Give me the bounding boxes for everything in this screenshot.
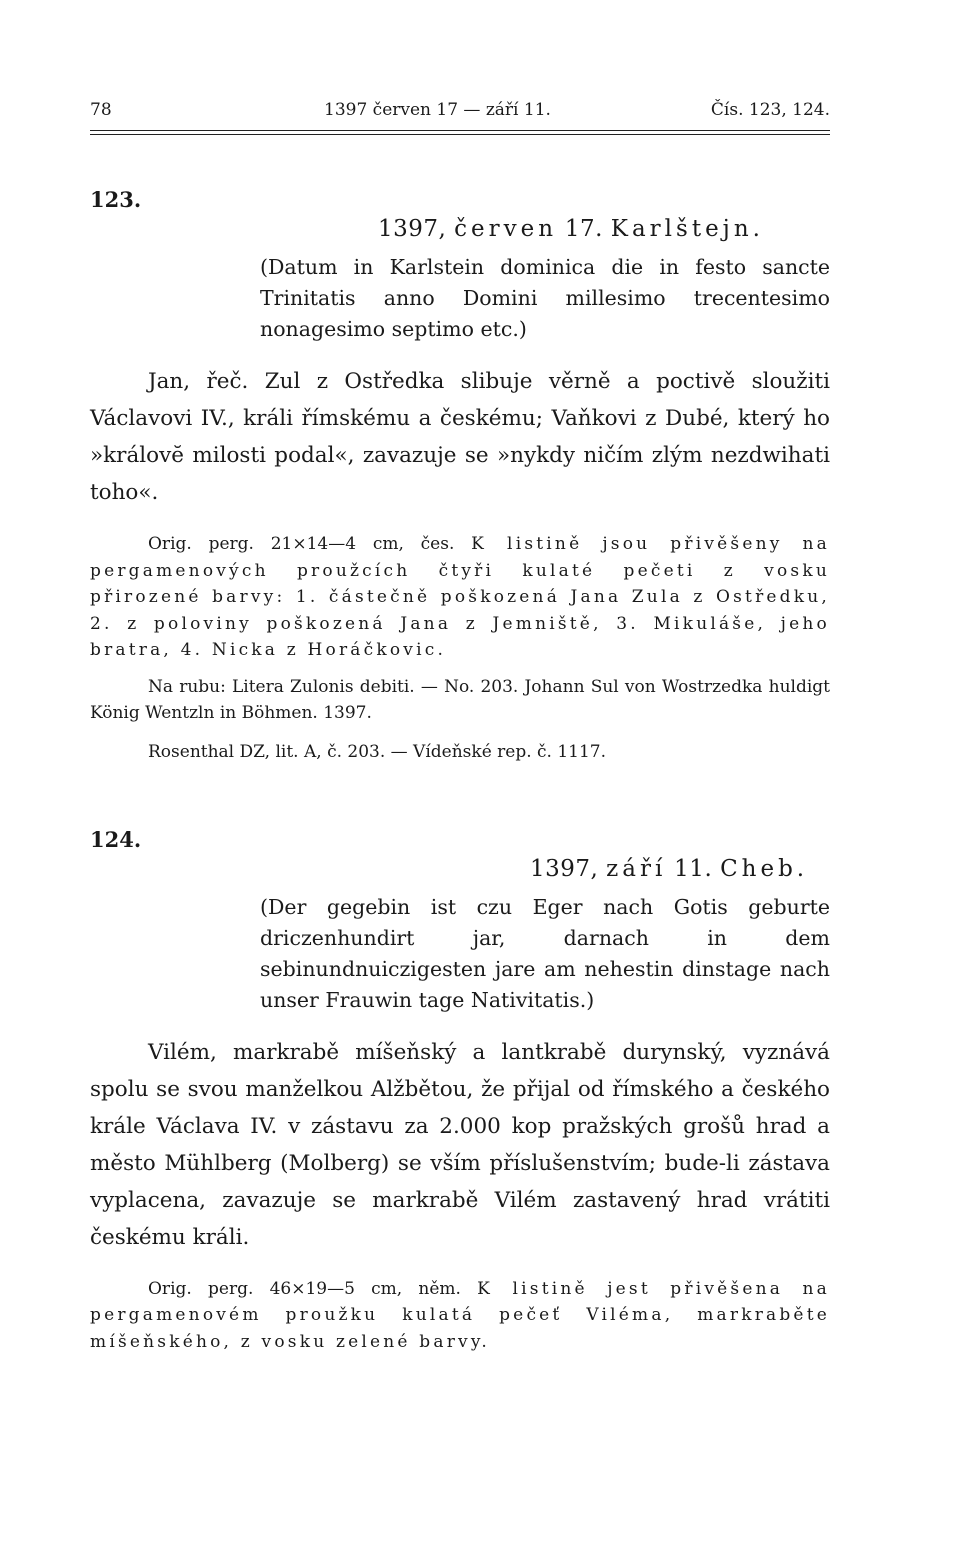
entry-number: 124.	[90, 826, 142, 852]
header-rule	[90, 130, 830, 135]
description-lead: Orig. perg. 21×14—4 cm, čes.	[148, 534, 455, 554]
original-description	[90, 531, 830, 664]
running-head	[90, 100, 830, 128]
entry-numbers: Čís. 123, 124.	[710, 100, 830, 120]
entry-number: 123.	[90, 187, 142, 212]
heading-year: 1397,	[378, 216, 447, 242]
heading-day: 17.	[564, 216, 603, 242]
description-lead: Orig. perg. 46×19—5 cm, něm.	[148, 1278, 461, 1299]
heading-date: červen	[454, 216, 558, 242]
description-seals: K listině jest přivěšena na pergamenovém proužku kulatá pečeť Viléma, markraběte míšeňského, z vosku zelené barvy.	[90, 1278, 830, 1352]
dating-clause: (Datum in Karlstein dominica die in festo sancte Trinitatis anno Domini millesimo trecentesimo nonagesimo septimo etc.)	[260, 255, 830, 341]
heading-place: Cheb.	[720, 855, 809, 882]
heading-year: 1397,	[530, 855, 599, 882]
original-description	[90, 1276, 830, 1356]
entry-heading	[530, 856, 830, 882]
heading-day: 11.	[674, 855, 713, 882]
heading-place: Karlštejn.	[610, 216, 764, 242]
dating-clause: (Der gegebin ist czu Eger nach Gotis geburte driczenhundirt jar, darnach in dem sebinundnuiczigesten jare am nehestin dinstage nach unser Frauwin tage Nativitatis.)	[260, 894, 830, 1012]
description-seals: K listině jsou přivěšeny na pergamenových proužcích čtyři kulaté pečeti z vosku přirozené barvy: 1. částečně poškozená Jana Zula z Ostředku, 2. z poloviny poškozená Jana z Jemniště, 3. Mikuláše, jeho bratra, 4. Nicka z Horáčkovic.	[90, 534, 831, 660]
entry-123	[90, 187, 830, 765]
reference: Rosenthal DZ, lit. A, č. 203. — Vídeňské rep. č. 1117.	[148, 741, 607, 762]
date-range: 1397 červen 17 — září 11.	[324, 100, 551, 120]
regest-text: Vilém, markrabě míšeňský a lantkrabě durynský, vyznává spolu se svou manželkou Alžbětou, že přijal od římského a českého krále Václava IV. v zástavu za 2.000 kop pražských grošů hrad a město Mühlberg (Molberg) se vším příslušenstvím; bude-li zástava vyplacena, zavazuje se markrabě Vilém zastavený hrad vrátiti českému králi.	[90, 1039, 830, 1250]
dorsal-note: Na rubu: Litera Zulonis debiti. — No. 203. Johann Sul von Wostrzedka huldigt König Wentzln in Böhmen. 1397.	[90, 676, 830, 723]
entry-124	[90, 827, 830, 1356]
page-number: 78	[90, 100, 112, 120]
regest-text: Jan, řeč. Zul z Ostředka slibuje věrně a poctivě sloužiti Václavovi IV., králi římskému a českému; Vaňkovi z Dubé, který ho »královĕ milosti podal«, zavazuje se »nykdy ničím zlým nezdwihati toho«.	[90, 369, 830, 505]
document-page	[90, 100, 830, 1355]
entry-heading	[378, 216, 830, 242]
heading-date: září	[606, 855, 667, 882]
